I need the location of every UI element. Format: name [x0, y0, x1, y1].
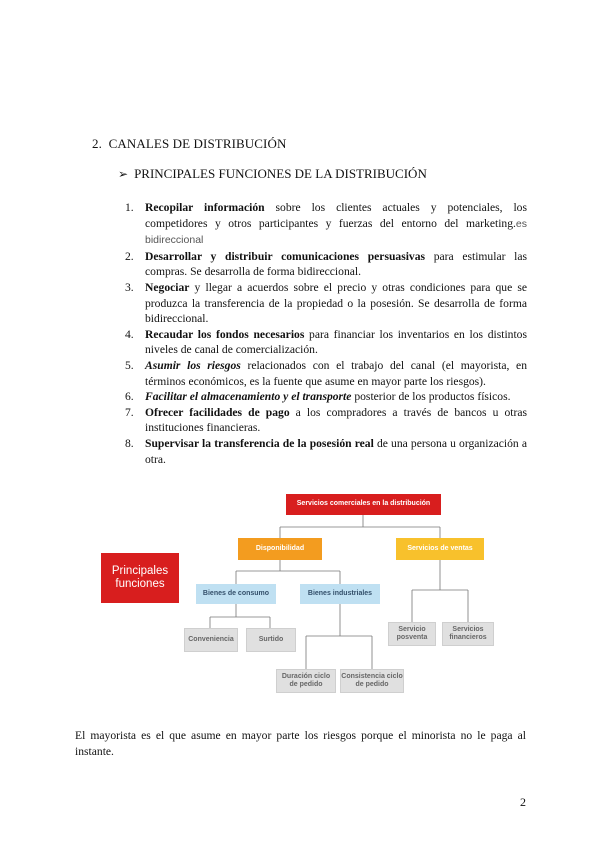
list-item: 6. Facilitar el almacenamiento y el transporte posterior de los productos físicos.: [125, 390, 511, 404]
diagram-root-node: Servicios comerciales en la distribución: [286, 494, 441, 515]
diagram-node-duracion: Duración ciclo de pedido: [276, 669, 336, 693]
function-name: Asumir los riesgos: [145, 358, 241, 372]
function-text: sobre los clientes actuales y potenciales, los competidores y otros participantes y fuerzas del entorno del marketing.: [145, 201, 527, 230]
list-item: 3. Negociar y llegar a acuerdos sobre el precio y otras condiciones para que se produzca la transferencia de la propiedad o la posesión. Se desarrolla de forma bidireccional.: [125, 280, 527, 326]
list-item: 5. Asumir los riesgos relacionados con el trabajo del canal (el mayorista, en términos económicos, es la fuente que asume en mayor parte los riesgos).: [125, 358, 527, 388]
list-item: 4. Recaudar los fondos necesarios para financiar los inventarios en los distintos niveles de canal de comercialización.: [125, 327, 527, 357]
function-text: posterior de los productos físicos.: [351, 390, 511, 404]
body-paragraph: El mayorista es el que asume en mayor parte los riesgos porque el minorista no le paga al instante.: [75, 729, 526, 758]
list-item: 7. Ofrecer facilidades de pago a los compradores a través de bancos u otras instituciones financieras.: [125, 405, 528, 435]
section-title: CANALES DE DISTRIBUCIÓN: [108, 136, 287, 151]
function-name: Ofrecer facilidades de pago: [145, 405, 290, 419]
diagram-node-surtido: Surtido: [246, 628, 296, 652]
function-name: Negociar: [145, 280, 190, 294]
function-text: de una persona u organización a otra.: [145, 436, 527, 466]
function-text: relacionados con el trabajo del canal (el mayorista, en términos económicos, es la fuente que asume en mayor parte los riesgos).: [145, 358, 527, 388]
diagram-node-servicios-financieros: Servicios financieros: [442, 622, 494, 646]
list-item: 8. Supervisar la transferencia de la posesión real de una persona u organización a otra.: [125, 436, 527, 466]
function-text: y llegar a acuerdos sobre el precio y otras condiciones para que se produzca la transferencia de la propiedad o la posesión. Se desarrolla de forma bidireccional.: [145, 280, 527, 326]
arrow-bullet-icon: ➢: [118, 167, 129, 181]
functions-list: [125, 200, 527, 467]
function-name: Supervisar la transferencia de la posesión real: [145, 436, 374, 450]
function-name: Recaudar los fondos necesarios: [145, 327, 305, 341]
list-item: 1. Recopilar información sobre los clientes actuales y potenciales, los competidores y otros participantes y fuerzas del entorno del marketing.es bidireccional: [125, 201, 527, 247]
function-text: para financiar los inventarios en los distintos niveles de canal de comercialización.: [145, 327, 527, 357]
diagram-node-bienes-consumo: Bienes de consumo: [196, 584, 276, 604]
diagram-node-conveniencia: Conveniencia: [184, 628, 238, 652]
subsection-title: PRINCIPALES FUNCIONES DE LA DISTRIBUCIÓN: [134, 166, 427, 181]
function-text: a los compradores a través de bancos u otras instituciones financieras.: [145, 405, 528, 435]
page-number: 2: [520, 795, 526, 809]
function-name: Facilitar el almacenamiento y el transporte: [145, 390, 352, 404]
margin-note: es bidireccional: [145, 217, 527, 247]
list-item: 2. Desarrollar y distribuir comunicaciones persuasivas para estimular las compras. Se desarrolla de forma bidireccional.: [125, 249, 527, 279]
diagram-node-servicios-ventas: Servicios de ventas: [396, 538, 484, 560]
function-name: Recopilar información: [145, 201, 265, 214]
diagram-node-bienes-industriales: Bienes industriales: [300, 584, 380, 604]
diagram-node-servicio-posventa: Servicio posventa: [388, 622, 436, 646]
diagram-node-disponibilidad: Disponibilidad: [238, 538, 322, 560]
function-name: Desarrollar y distribuir comunicaciones persuasivas: [145, 249, 426, 263]
function-text: para estimular las compras. Se desarrolla de forma bidireccional.: [145, 249, 527, 279]
principales-funciones-label: Principales funciones: [101, 553, 179, 603]
diagram-node-consistencia: Consistencia ciclo de pedido: [340, 669, 404, 693]
subsection-heading: [118, 166, 427, 182]
section-number: 2.: [92, 136, 102, 151]
section-heading: [92, 136, 286, 152]
